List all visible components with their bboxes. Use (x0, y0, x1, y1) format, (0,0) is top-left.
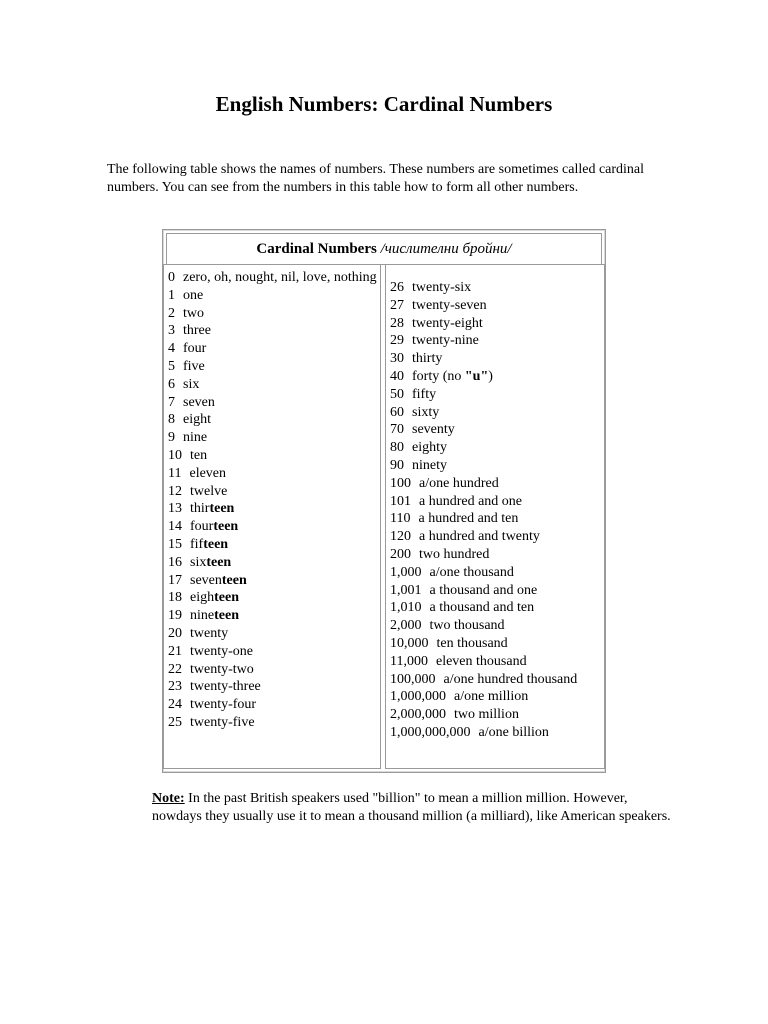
number-value: 10,000 (390, 635, 429, 651)
number-row (390, 617, 604, 635)
number-word: eleven thousand (435, 653, 527, 669)
number-row (168, 447, 380, 465)
number-value: 100 (390, 475, 411, 491)
cardinal-numbers-table (162, 229, 606, 773)
note-label: Note: (152, 791, 185, 806)
number-word: ninety (412, 457, 447, 473)
number-row (168, 554, 380, 572)
number-row (168, 269, 380, 287)
number-value: 70 (390, 422, 404, 438)
number-value: 18 (168, 590, 182, 606)
number-row (168, 465, 380, 483)
number-word: four (190, 519, 214, 535)
number-word: thir (190, 501, 210, 517)
number-word: fif (190, 536, 204, 552)
number-word: sixty (412, 404, 440, 420)
table-column-left (163, 264, 381, 769)
number-word: a/one billion (478, 724, 549, 740)
number-row (168, 429, 380, 447)
number-row (390, 368, 604, 386)
number-value: 1 (168, 287, 175, 303)
number-value: 90 (390, 457, 404, 473)
number-value: 60 (390, 404, 404, 420)
number-row (168, 661, 380, 679)
number-row (390, 582, 604, 600)
number-row (168, 589, 380, 607)
number-row (168, 714, 380, 732)
number-value: 22 (168, 661, 182, 677)
number-word: three (183, 323, 211, 339)
number-value: 2 (168, 305, 175, 321)
number-word: a thousand and one (429, 582, 538, 598)
number-row (390, 439, 604, 457)
number-row (168, 340, 380, 358)
number-value: 10 (168, 447, 182, 463)
number-value: 15 (168, 536, 182, 552)
number-row (168, 678, 380, 696)
number-value: 1,000,000,000 (390, 724, 471, 740)
number-row (390, 386, 604, 404)
number-row (168, 696, 380, 714)
number-row (390, 350, 604, 368)
number-row (390, 724, 604, 742)
number-word: a hundred and twenty (419, 529, 540, 545)
table-column-right (385, 264, 605, 769)
page-title: English Numbers: Cardinal Numbers (215, 92, 553, 116)
number-value: 29 (390, 333, 404, 349)
number-word-emphasis: teen (221, 572, 247, 588)
number-word-suffix: ) (488, 368, 493, 384)
number-word: eighty (412, 440, 447, 456)
number-word: thirty (412, 351, 443, 367)
number-value: 50 (390, 386, 404, 402)
number-row (390, 493, 604, 511)
number-value: 1,000 (390, 564, 422, 580)
number-row (390, 635, 604, 653)
number-word: six (183, 376, 200, 392)
number-value: 8 (168, 412, 175, 428)
number-word: two million (454, 707, 519, 723)
number-word-emphasis: teen (203, 536, 229, 552)
number-value: 80 (390, 440, 404, 456)
number-value: 6 (168, 376, 175, 392)
number-word: seven (190, 572, 222, 588)
number-value: 30 (390, 351, 404, 367)
number-word: twenty-seven (412, 297, 487, 313)
number-word: one (183, 287, 204, 303)
number-value: 27 (390, 297, 404, 313)
number-row (168, 625, 380, 643)
number-word: eigh (190, 590, 215, 606)
number-value: 12 (168, 483, 182, 499)
number-value: 7 (168, 394, 175, 410)
number-row (390, 510, 604, 528)
number-value: 23 (168, 679, 182, 695)
number-word-emphasis: teen (206, 554, 232, 570)
number-row (168, 500, 380, 518)
number-value: 0 (168, 270, 175, 285)
number-word: twenty-two (190, 661, 254, 677)
number-word: six (190, 554, 207, 570)
number-row (168, 643, 380, 661)
number-value: 24 (168, 697, 182, 713)
number-row (168, 376, 380, 394)
number-word: a/one thousand (429, 564, 514, 580)
number-word: four (183, 341, 207, 357)
number-row (390, 546, 604, 564)
note-paragraph (152, 790, 672, 826)
number-value: 3 (168, 323, 175, 339)
number-row (390, 279, 604, 297)
number-value: 1,010 (390, 600, 422, 616)
number-word: twenty-four (190, 697, 257, 713)
number-value: 9 (168, 430, 175, 446)
number-row (390, 599, 604, 617)
number-word: a/one hundred thousand (443, 671, 578, 687)
number-word-emphasis: teen (214, 608, 239, 624)
table-header (166, 233, 602, 265)
number-word: a hundred and one (419, 493, 523, 509)
number-word: twenty-nine (412, 333, 479, 349)
number-value: 11 (168, 465, 182, 481)
intro-paragraph: The following table shows the names of numbers. These numbers are sometimes called cardinal numbers. You can see from the numbers in this table how to form all other numbers. (107, 162, 645, 195)
number-word: eight (183, 412, 211, 428)
number-row (390, 404, 604, 422)
number-value: 13 (168, 501, 182, 517)
number-word: a/one million (454, 689, 529, 705)
number-row (390, 528, 604, 546)
number-value: 40 (390, 368, 404, 384)
number-value: 21 (168, 643, 182, 659)
number-value: 25 (168, 714, 182, 730)
number-value: 20 (168, 625, 182, 641)
number-word: a hundred and ten (418, 511, 519, 527)
number-word: twenty (190, 625, 229, 641)
number-row (168, 287, 380, 305)
number-row (168, 536, 380, 554)
table-header-subtitle: /числителни бройни/ (376, 241, 512, 257)
number-word: a thousand and ten (429, 600, 535, 616)
number-row (390, 332, 604, 350)
number-row (168, 411, 380, 429)
number-value: 101 (390, 493, 411, 509)
number-word: nine (190, 608, 215, 624)
number-word: eleven (189, 465, 227, 481)
number-row (168, 572, 380, 590)
number-row (390, 653, 604, 671)
number-row (390, 706, 604, 724)
number-value: 2,000 (390, 618, 422, 634)
number-value: 4 (168, 341, 175, 357)
number-value: 14 (168, 519, 182, 535)
number-value: 110 (390, 511, 411, 527)
number-word: forty (no (412, 368, 465, 384)
number-word: two hundred (419, 546, 490, 562)
number-value: 11,000 (390, 653, 428, 669)
number-row (390, 671, 604, 689)
number-word: fifty (412, 386, 437, 402)
number-value: 2,000,000 (390, 707, 446, 723)
number-row (390, 457, 604, 475)
number-word: twenty-five (190, 714, 255, 730)
number-value: 1,000,000 (390, 689, 446, 705)
note-text: In the past British speakers used "billion" to mean a million million. However, nowdays they usually use it to mean a thousand million (a milliard), like American speakers. (152, 791, 671, 824)
number-value: 28 (390, 315, 404, 331)
number-word-emphasis: teen (209, 501, 235, 517)
number-row (168, 607, 380, 625)
number-word-emphasis: teen (213, 519, 239, 535)
number-word: two (183, 305, 204, 321)
number-row (390, 688, 604, 706)
number-word: a/one hundred (419, 475, 499, 491)
number-value: 17 (168, 572, 182, 588)
number-row (390, 315, 604, 333)
number-row (168, 322, 380, 340)
number-word: nine (183, 430, 208, 446)
number-word-emphasis: teen (214, 590, 239, 606)
number-word: ten (190, 447, 208, 463)
number-value: 26 (390, 280, 404, 295)
number-word: twenty-three (190, 679, 261, 695)
number-word: five (183, 358, 205, 374)
number-word: twenty-one (190, 643, 253, 659)
number-row (168, 305, 380, 323)
table-header-title: Cardinal Numbers (256, 241, 377, 257)
number-word: seventy (412, 422, 455, 438)
number-value: 100,000 (390, 671, 436, 687)
number-row (168, 358, 380, 376)
number-value: 19 (168, 608, 182, 624)
number-word: ten thousand (436, 635, 508, 651)
number-row (390, 475, 604, 493)
number-value: 16 (168, 554, 182, 570)
number-word-emphasis: "u" (464, 368, 489, 384)
number-row (168, 518, 380, 536)
number-row (390, 297, 604, 315)
number-word: twenty-eight (412, 315, 483, 331)
number-word: zero, oh, nought, nil, love, nothing (183, 270, 377, 285)
number-value: 120 (390, 529, 411, 545)
number-value: 1,001 (390, 582, 422, 598)
number-word: twelve (190, 483, 228, 499)
number-value: 200 (390, 546, 411, 562)
number-row (390, 421, 604, 439)
number-row (390, 564, 604, 582)
number-value: 5 (168, 358, 175, 374)
number-word: twenty-six (412, 280, 472, 295)
number-row (168, 483, 380, 501)
number-word: two thousand (429, 618, 505, 634)
number-word: seven (183, 394, 215, 410)
number-row (168, 394, 380, 412)
